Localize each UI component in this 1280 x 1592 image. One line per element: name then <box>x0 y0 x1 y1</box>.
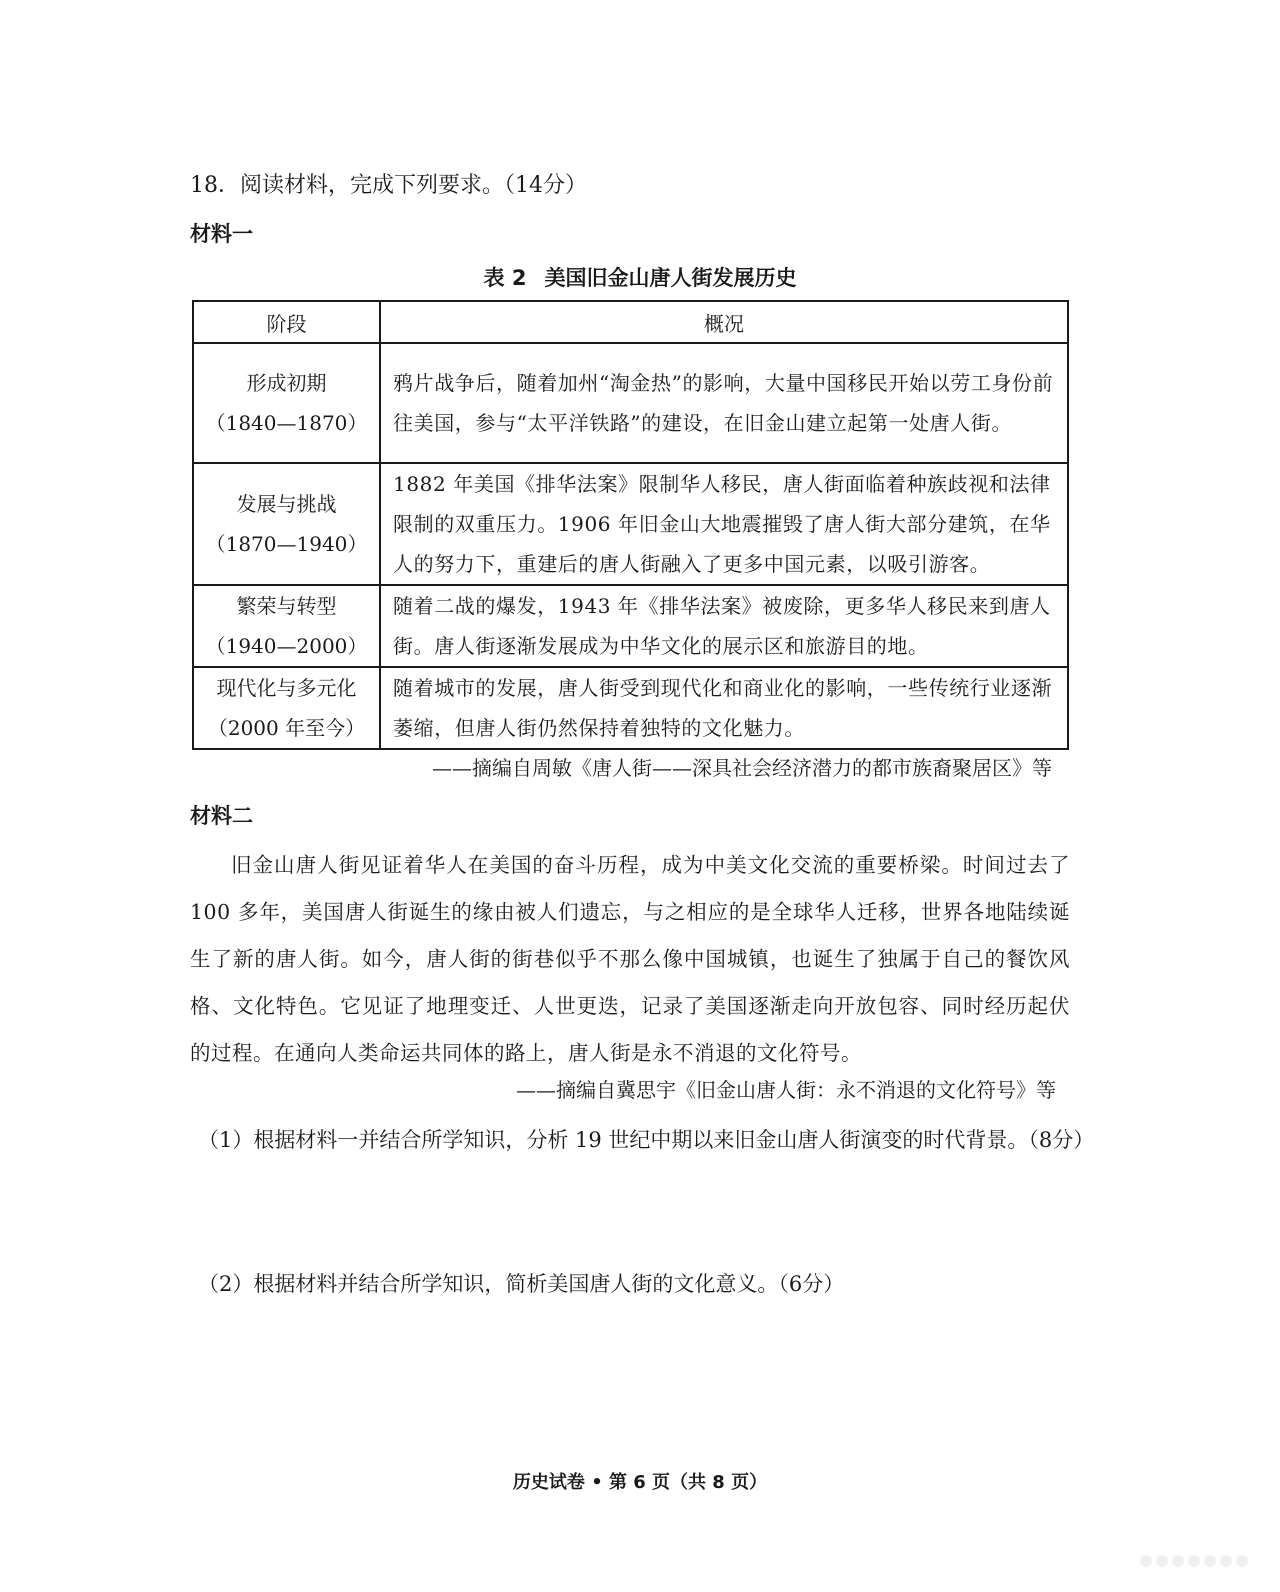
subquestion-1: （1）根据材料一并结合所学知识，分析 19 世纪中期以来旧金山唐人街演变的时代背景。（8分） <box>198 1128 1095 1152</box>
table-caption <box>0 260 1280 296</box>
table-caption-text: 美国旧金山唐人街发展历史 <box>544 266 797 290</box>
material-two-label: 材料二 <box>190 804 253 828</box>
question-title: 18．阅读材料，完成下列要求。（14分） <box>190 173 587 198</box>
header-stage: 阶段 <box>193 301 380 343</box>
table-row <box>193 667 1068 749</box>
overview-cell: 1882 年美国《排华法案》限制华人移民，唐人街面临着种族歧视和法律限制的双重压力。1906 年旧金山大地震摧毁了唐人街大部分建筑，在华人的努力下，重建后的唐人街融入了更多中国元素，以吸引游客。 <box>380 463 1068 585</box>
subquestion-2: （2）根据材料并结合所学知识，简析美国唐人街的文化意义。（6分） <box>198 1272 845 1296</box>
material-two-paragraph: 旧金山唐人街见证着华人在美国的奋斗历程，成为中美文化交流的重要桥梁。时间过去了 100 多年，美国唐人街诞生的缘由被人们遗忘，与之相应的是全球华人迁移，世界各地陆续诞生了新的唐人街。如今，唐人街的街巷似乎不那么像中国城镇，也诞生了独属于自己的餐饮风格、文化特色。它见证了地理变迁、人世更迭，记录了美国逐渐走向开放包容、同时经历起伏的过程。在通向人类命运共同体的路上，唐人街是永不消退的文化符号。 <box>190 853 1070 1065</box>
page-footer: 历史试卷 • 第 6 页（共 8 页） <box>512 1472 768 1493</box>
stage-cell <box>193 463 380 585</box>
overview-cell: 随着二战的爆发，1943 年《排华法案》被废除，更多华人移民来到唐人街。唐人街逐渐发展成为中华文化的展示区和旅游目的地。 <box>380 585 1068 667</box>
overview-cell: 随着城市的发展，唐人街受到现代化和商业化的影响，一些传统行业逐渐萎缩，但唐人街仍然保持着独特的文化魅力。 <box>380 667 1068 749</box>
table-caption-number: 表 2 <box>483 266 527 290</box>
stage-period: （1840—1870） <box>205 411 368 435</box>
material-one-source: ——摘编自周敏《唐人街——深具社会经济潜力的都市族裔聚居区》等 <box>432 756 1052 780</box>
stage-name: 发展与挑战 <box>236 492 337 516</box>
overview-cell: 鸦片战争后，随着加州“淘金热”的影响，大量中国移民开始以劳工身份前往美国，参与“太平洋铁路”的建设，在旧金山建立起第一处唐人街。 <box>380 343 1068 463</box>
history-table <box>192 300 1069 750</box>
stage-period: （1870—1940） <box>205 532 368 556</box>
stage-cell <box>193 667 380 749</box>
table-row <box>193 585 1068 667</box>
faint-dot-watermark <box>1140 1552 1252 1566</box>
header-overview: 概况 <box>380 301 1068 343</box>
stage-name: 现代化与多元化 <box>216 676 357 700</box>
stage-cell <box>193 585 380 667</box>
material-one-label: 材料一 <box>190 222 253 246</box>
table-row <box>193 343 1068 463</box>
material-two-source: ——摘编自冀思宇《旧金山唐人街：永不消退的文化符号》等 <box>516 1078 1056 1102</box>
stage-name: 形成初期 <box>246 371 327 395</box>
stage-cell <box>193 343 380 463</box>
table-row <box>193 463 1068 585</box>
stage-period: （1940—2000） <box>205 634 368 658</box>
table-header-row <box>193 301 1068 343</box>
stage-period: （2000 年至今） <box>207 716 366 740</box>
stage-name: 繁荣与转型 <box>236 594 337 618</box>
